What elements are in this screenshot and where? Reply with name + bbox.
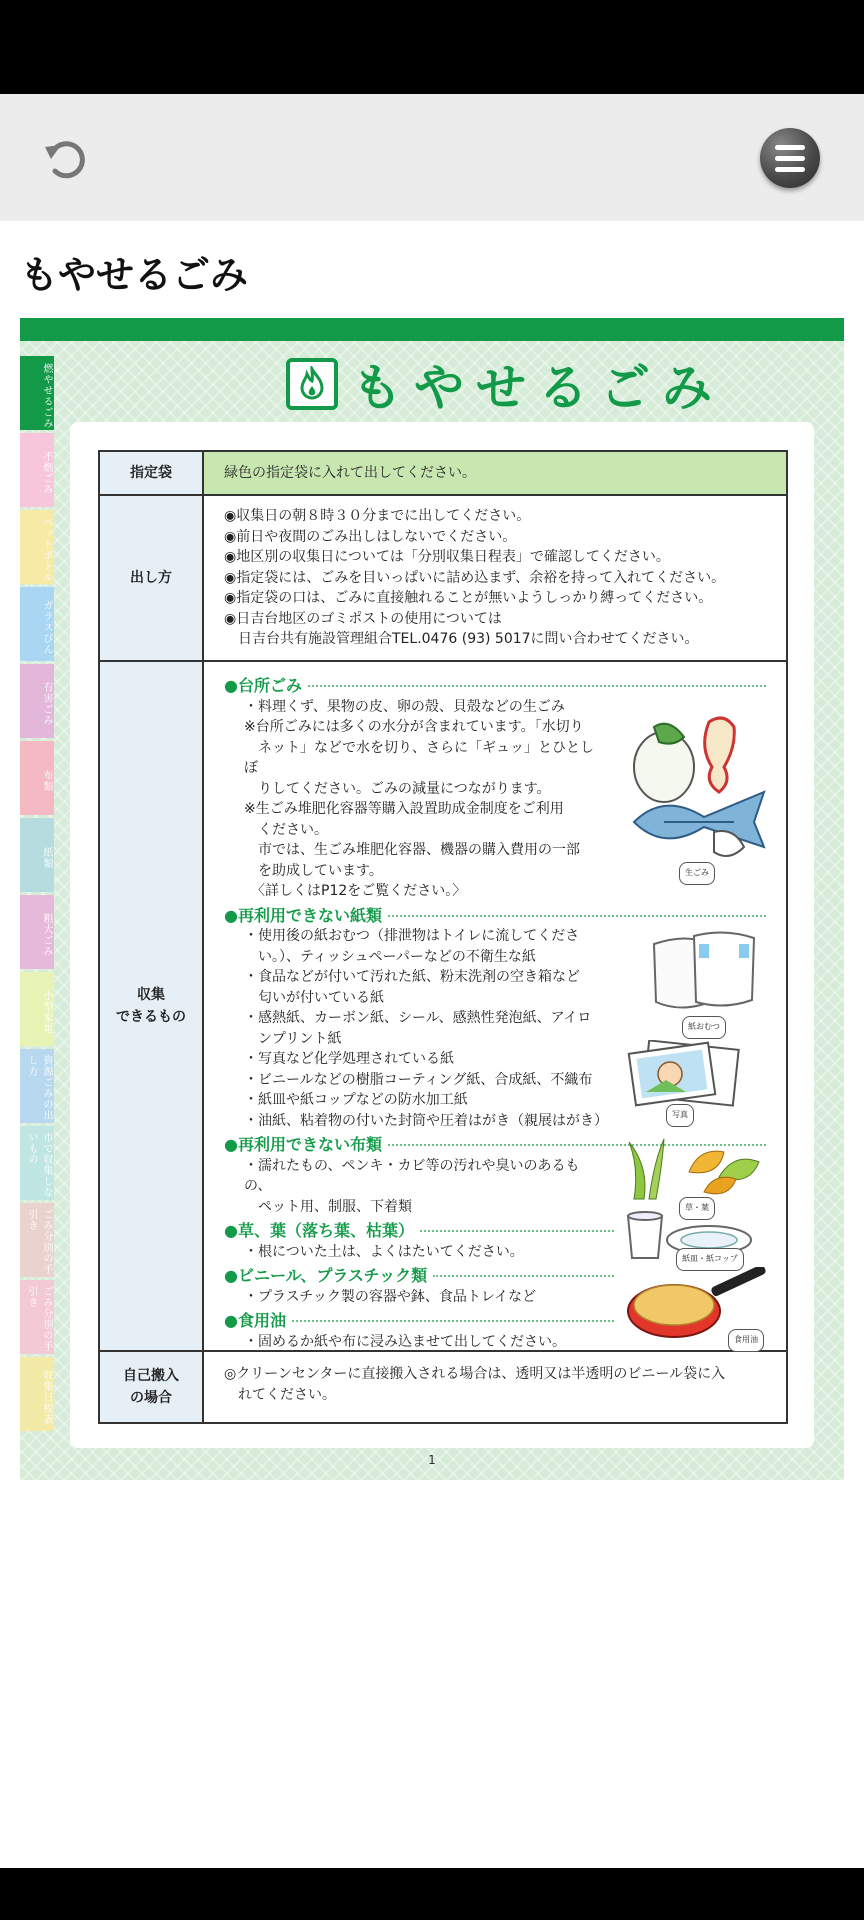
category-items: ・固めるか紙や布に浸み込ませて出してください。 [244,1333,566,1350]
category-paper: ●再利用できない紙類 [224,906,766,927]
rule-line: ◉指定袋には、ごみを目いっぱいに詰め込まず、余裕を持って入れてください。 [224,569,726,586]
table-row-collectible [100,662,786,1352]
back-button[interactable] [38,134,94,184]
grass-leaves-illustration [624,1137,764,1213]
row-value [204,496,786,660]
side-tab[interactable]: 市で収集しないもの [20,1126,54,1200]
side-tab[interactable]: 粗大ごみ [20,895,54,969]
side-tab[interactable]: 不燃ごみ [20,433,54,507]
app-toolbar [0,94,864,221]
row-head: 指定袋 [100,452,204,494]
rule-line: ◉前日や夜間のごみ出しはしないでください。 [224,528,517,545]
system-nav-bar [0,1868,864,1920]
category-grass: ●草、葉（落ち葉、枯葉） [224,1221,614,1242]
category-items: ・プラスチック製の容器や鉢、食品トレイなど [244,1288,537,1305]
undo-arrow-icon [43,139,89,179]
row-head: 出し方 [100,496,204,660]
flame-icon [286,358,338,410]
side-tab[interactable]: 小型家電 [20,972,54,1046]
category-items: ・使用後の紙おむつ（排泄物はトイレに流してくださ い。）、ティッシュペーパーなどの不衛生な紙 ・食品などが付いて汚れた紙、粉末洗剤の空き箱など 匂いが付いている紙 ・感熱紙、カーボン紙、シール、感熱性発泡紙、アイロ ンプリント紙 ・写真など化学処理されている紙 ・ビニールなどの樹脂コーティング紙、合成紙、不織布 ・紙皿や紙コップなどの防水加工紙 ・油紙、粘着物の付いた封筒や圧着はがき（親展はがき） [244,928,608,1129]
rule-line: ◉地区別の収集日については「分別収集日程表」で確認してください。 [224,549,670,565]
status-bar [0,0,864,94]
kitchen-waste-illustration [624,712,784,882]
side-tab[interactable]: ペットボトル [20,510,54,584]
document-page [20,318,844,1480]
side-tab[interactable]: 布類 [20,741,54,815]
row-head: 収集 できるもの [100,662,204,1350]
illustration-label: 紙皿・紙コップ [676,1248,744,1271]
illustration-label: 草・葉 [679,1197,715,1220]
rule-line: ◉収集日の朝８時３０分までに出してください。 [224,508,531,524]
rule-line: 日吉台共有施設管理組合TEL.0476 (93) 5017に問い合わせてください。 [224,631,699,647]
category-cloth: ●再利用できない布類 [224,1135,766,1156]
rule-line: ◉日吉台地区のゴミポストの使用については [224,610,502,627]
side-tab[interactable]: 燃やせるごみ [20,356,54,430]
page-title: もやせるごみ [20,253,249,297]
side-tab[interactable]: 有害ごみ [20,664,54,738]
category-kitchen: ●台所ごみ [224,676,766,697]
side-tab[interactable]: ごみ分別の手引き [20,1280,54,1354]
illustration-label: 写真 [666,1104,694,1127]
page-number: 1 [428,1453,436,1467]
category-items: ・濡れたもの、ペンキ・カビ等の汚れや臭いのあるもの、 ペット用、制服、下着類 [244,1157,580,1215]
category-items: ・料理くず、果物の皮、卵の殻、貝殻などの生ごみ ※台所ごみには多くの水分が含まれています。「水切り ネット」などで水を切り、さらに「ギュッ」とひとしぼ りしてください。ごみの減量につながります。 ※生ごみ堆肥化容器等購入設置助成金制度をご利用 ください。 市では、生ごみ堆肥化容器、機器の購入費用の一部 を助成しています。 〈詳しくはP12をご覧ください。〉 [244,698,594,899]
rules-table [98,450,788,1424]
document-top-bar [20,318,844,341]
side-tab[interactable]: ごみ分別の手引き [20,1203,54,1277]
category-oil: ●食用油 [224,1311,614,1332]
row-value: ◎クリーンセンターに直接搬入される場合は、透明又は半透明のビニール袋に入 れてください。 [224,1366,726,1403]
table-row-how-to [100,496,786,662]
illustration-label: 紙おむつ [682,1016,726,1039]
row-value: 緑色の指定袋に入れて出してください。 [204,452,786,494]
info-card [70,422,814,1448]
photo-illustration [626,1040,746,1120]
side-tab[interactable]: 紙類 [20,818,54,892]
diaper-illustration [644,924,764,1034]
document-title-text: もやせるごみ [352,359,724,417]
row-value [204,662,786,1350]
category-plastic: ●ビニール、プラスチック類 [224,1266,614,1287]
menu-button[interactable] [760,128,820,188]
document-title [286,354,724,417]
category-tabs [20,356,54,1434]
row-head: 自己搬入 の場合 [100,1352,204,1422]
cooking-oil-illustration [624,1267,774,1347]
rule-line: ◉指定袋の口は、ごみに直接触れることが無いようしっかり縛ってください。 [224,590,713,606]
table-row-self-delivery [100,1352,786,1422]
category-items: ・根についた土は、よくはたいてください。 [244,1243,524,1260]
side-tab[interactable]: ガラスびん [20,587,54,661]
hamburger-menu-icon [775,142,805,175]
illustration-label: 食用油 [728,1329,764,1352]
side-tab[interactable]: 資源ごみの出し方 [20,1049,54,1123]
illustration-label: 生ごみ [679,862,715,885]
table-row-designated-bag [100,452,786,496]
paper-cups-illustration [624,1210,754,1270]
side-tab[interactable]: 収集日程表 [20,1357,54,1431]
